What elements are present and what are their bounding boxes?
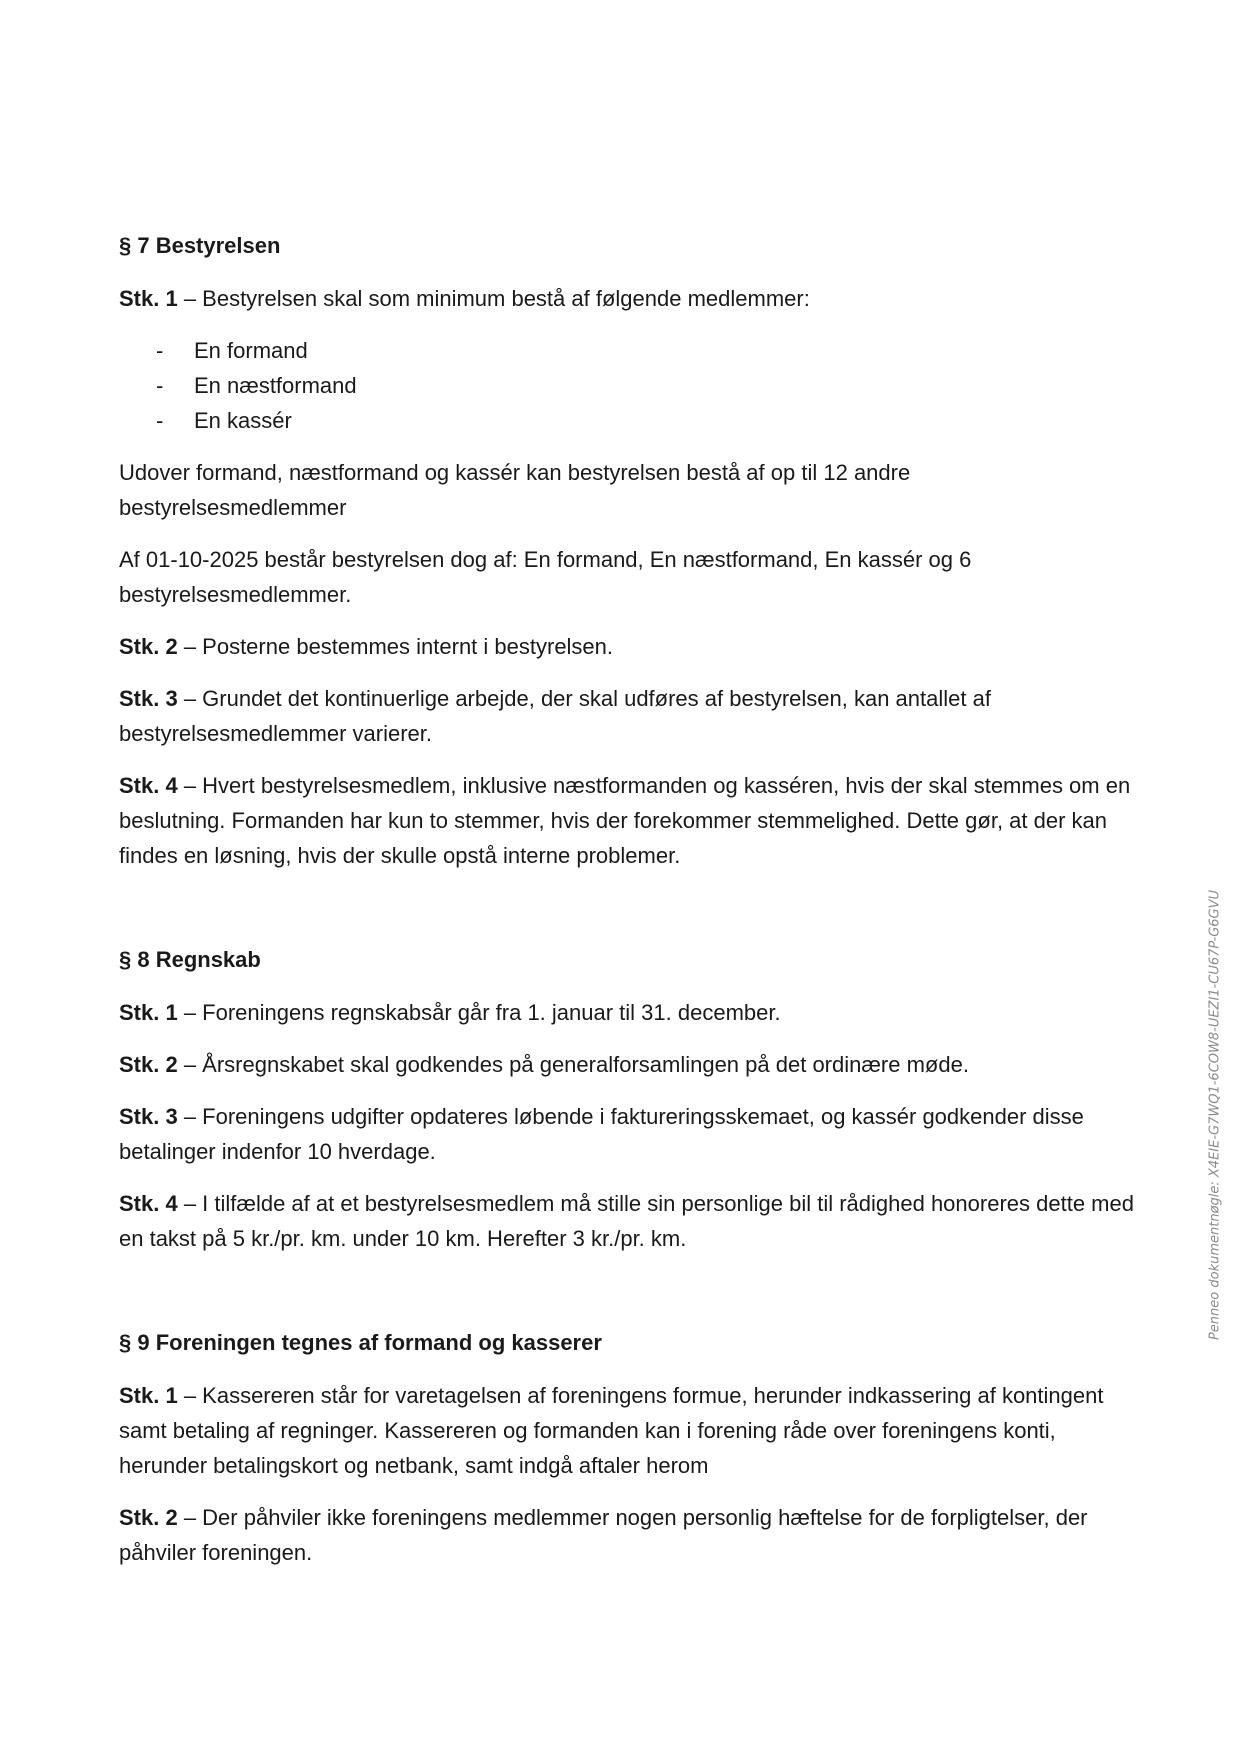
stk-label: Stk. 4: [119, 773, 178, 798]
section-7-extra-1: Udover formand, næstformand og kassér kan bestyrelsen bestå af op til 12 andre bestyrelsesmedlemmer: [119, 460, 911, 520]
list-item: - En kassér: [119, 403, 1139, 438]
document-key-watermark: Penneo dokumentnøgle: X4EIE-G7WQ1-6COW8-UEZI1-CU67P-G6GVU: [1207, 889, 1223, 1341]
dash-bullet: -: [156, 338, 164, 363]
stk-text: – Der påhviler ikke foreningens medlemmer nogen personlig hæftelse for de forpligtelser, der påhviler foreningen.: [119, 1505, 1088, 1565]
stk-text: – Årsregnskabet skal godkendes på generalforsamlingen på det ordinære møde.: [177, 1052, 969, 1077]
stk-label: Stk. 3: [119, 686, 178, 711]
section-8-stk-4: [119, 1186, 1139, 1256]
list-item: - En formand: [119, 333, 1139, 368]
stk-text: – Foreningens udgifter opdateres løbende i faktureringsskemaet, og kassér godkender disse betalinger indenfor 10 hverdage.: [119, 1104, 1084, 1164]
list-item: - En næstformand: [119, 368, 1139, 403]
stk-label: Stk. 2: [119, 634, 178, 659]
section-9-heading: § 9 Foreningen tegnes af formand og kasserer: [119, 1330, 602, 1355]
section-spacer: [119, 1273, 1139, 1325]
stk-text: – Kassereren står for varetagelsen af foreningens formue, herunder indkassering af kontingent samt betaling af regninger. Kassereren og formanden kan i forening råde over foreningens konti, herunder betalingskort og netbank, samt indgå aftaler herom: [119, 1383, 1104, 1478]
document-page: [119, 228, 1139, 1587]
dash-bullet: -: [156, 373, 164, 398]
stk-label: Stk. 1: [119, 1000, 178, 1025]
stk-label: Stk. 1: [119, 1383, 178, 1408]
section-7-stk-4: [119, 768, 1139, 873]
stk-label: Stk. 1: [119, 286, 178, 311]
stk-text: – Grundet det kontinuerlige arbejde, der skal udføres af bestyrelsen, kan antallet af bestyrelsesmedlemmer varierer.: [119, 686, 991, 746]
stk-label: Stk. 2: [119, 1052, 178, 1077]
section-7-stk-3: [119, 681, 1139, 751]
section-8-stk-1: [119, 995, 1139, 1030]
section-8-heading: § 8 Regnskab: [119, 947, 261, 972]
section-7-stk-2: [119, 629, 1139, 664]
section-9-stk-1: [119, 1378, 1139, 1483]
section-9-stk-2: [119, 1500, 1139, 1570]
section-7-stk-1: [119, 281, 1139, 316]
section-8-stk-2: [119, 1047, 1139, 1082]
stk-text: – Hvert bestyrelsesmedlem, inklusive næstformanden og kasséren, hvis der skal stemmes om en beslutning. Formanden har kun to stemmer, hvis der forekommer stemmelighed. Dette gør, at der kan findes en løsning, hvis der skulle opstå interne problemer.: [119, 773, 1131, 868]
dash-bullet: -: [156, 408, 164, 433]
stk-text: – Posterne bestemmes internt i bestyrelsen.: [177, 634, 614, 659]
section-7-heading: § 7 Bestyrelsen: [119, 233, 281, 258]
stk-text: – I tilfælde af at et bestyrelsesmedlem må stille sin personlige bil til rådighed honoreres dette med en takst på 5 kr./pr. km. under 10 km. Herefter 3 kr./pr. km.: [119, 1191, 1134, 1251]
stk-label: Stk. 2: [119, 1505, 178, 1530]
stk-label: Stk. 4: [119, 1191, 178, 1216]
stk-text: – Bestyrelsen skal som minimum bestå af følgende medlemmer:: [177, 286, 810, 311]
stk-label: Stk. 3: [119, 1104, 178, 1129]
stk-text: – Foreningens regnskabsår går fra 1. januar til 31. december.: [177, 1000, 781, 1025]
board-members-list: [119, 333, 1139, 438]
section-8-stk-3: [119, 1099, 1139, 1169]
section-7-extra-2: Af 01-10-2025 består bestyrelsen dog af: En formand, En næstformand, En kassér og 6 bestyrelsesmedlemmer.: [119, 547, 972, 607]
section-spacer: [119, 890, 1139, 942]
